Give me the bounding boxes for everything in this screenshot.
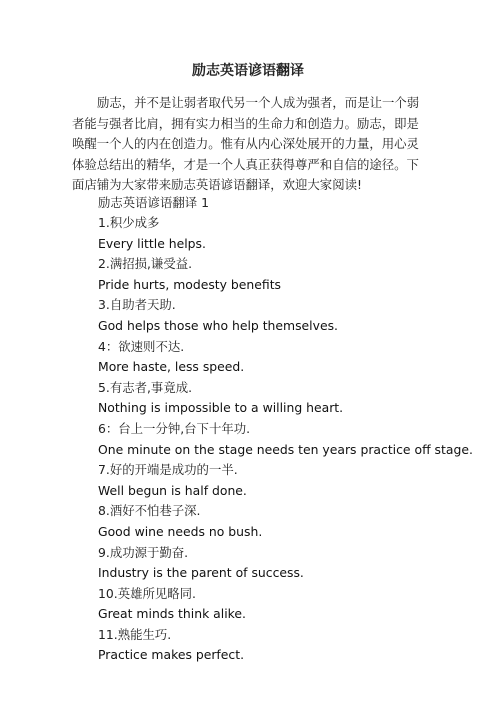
- proverb-en: Pride hurts, modesty benefits: [98, 276, 282, 292]
- proverb-zh: 7.好的开端是成功的一半.: [98, 462, 238, 478]
- proverb-en: Nothing is impossible to a willing heart.: [98, 400, 344, 416]
- proverb-zh: 11.熟能生巧.: [98, 626, 172, 642]
- proverb-en: Good wine needs no bush.: [98, 523, 263, 539]
- proverb-zh: 1.积少成多: [98, 215, 160, 230]
- proverb-zh: 5.有志者,事竟成.: [98, 379, 193, 395]
- proverb-en: Great minds think alike.: [98, 606, 246, 622]
- proverb-zh: 4：欲速则不达.: [98, 338, 185, 354]
- proverb-zh: 9.成功源于勤奋.: [98, 544, 189, 560]
- proverb-en: Well begun is half done.: [98, 482, 247, 498]
- proverb-zh: 6：台上一分钟,台下十年功.: [98, 420, 251, 436]
- proverb-zh: 3.自助者天助.: [98, 297, 176, 313]
- proverb-list: [98, 213, 488, 666]
- intro-paragraph: 励志，并不是让弱者取代另一个人成为强者，而是让一个弱者能与强者比肩，拥有实力相当的生命力和创造力。励志，即是唤醒一个人的内在创造力。惟有从内心深处展开的力量，用心灵体验总结出的精华，才是一个人真正获得尊严和自信的途径。下面店铺为大家带来励志英语谚语翻译，欢迎大家阅读!: [72, 95, 420, 193]
- proverb-en: More haste, less speed.: [98, 359, 245, 375]
- page-title: 励志英语谚语翻译: [192, 63, 304, 79]
- proverb-en: Industry is the parent of success.: [98, 565, 304, 581]
- proverb-en: Every little helps.: [98, 235, 206, 251]
- proverb-zh: 2.满招损,谦受益.: [98, 256, 193, 272]
- proverb-en: God helps those who help themselves.: [98, 317, 338, 333]
- proverb-zh: 10.英雄所见略同.: [98, 585, 196, 601]
- proverb-en: One minute on the stage needs ten years practice off stage.: [98, 441, 473, 457]
- proverb-en: Practice makes perfect.: [98, 647, 245, 663]
- section-subtitle: 励志英语谚语翻译 1: [98, 195, 209, 210]
- proverb-zh: 8.酒好不怕巷子深.: [98, 503, 201, 519]
